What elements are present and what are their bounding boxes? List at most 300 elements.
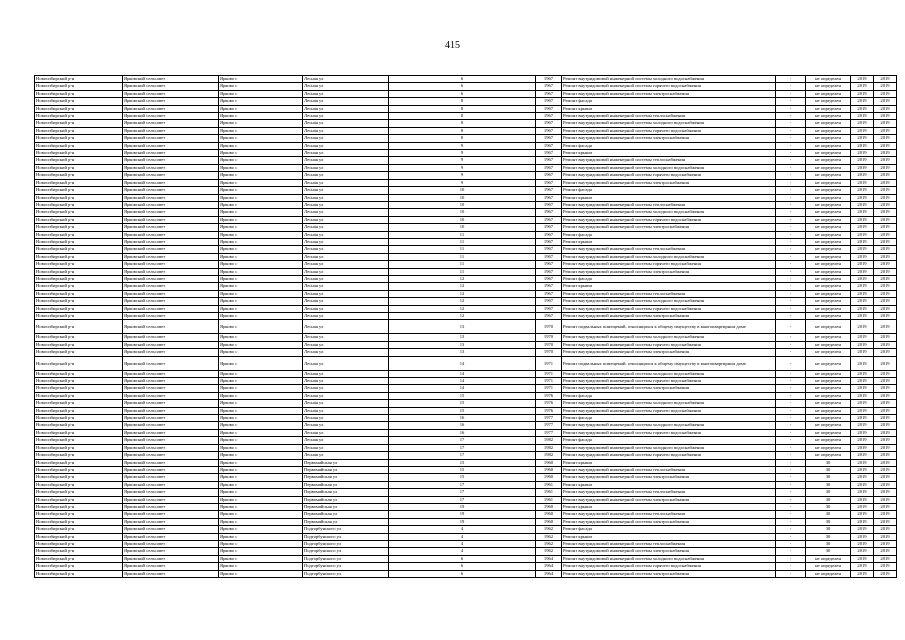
- street-cell: Лесная ул: [303, 105, 389, 112]
- street-cell: Лесная ул: [303, 400, 389, 407]
- plan-year-end-cell: 2019: [874, 555, 897, 562]
- table-row: [35, 313, 897, 320]
- house-number-cell: 14: [389, 356, 536, 370]
- plan-year-end-cell: 2019: [874, 305, 897, 312]
- table-row: [35, 142, 897, 149]
- street-cell: Лесная ул: [303, 452, 389, 459]
- settlement-cell: Ярковский сельсовет: [123, 540, 219, 547]
- street-cell: Лесная ул: [303, 385, 389, 392]
- district-cell: Новосибирский р-н: [35, 496, 123, 503]
- plan-year-end-cell: 2019: [874, 548, 897, 555]
- term-cell: не определен: [806, 98, 851, 105]
- cost-cell: -: [776, 415, 806, 422]
- street-cell: Лесная ул: [303, 201, 389, 208]
- house-number-cell: 13: [389, 334, 536, 341]
- district-cell: Новосибирский р-н: [35, 201, 123, 208]
- cost-cell: -: [776, 548, 806, 555]
- plan-year-end-cell: 2019: [874, 290, 897, 297]
- street-cell: Подгорбунского ул: [303, 563, 389, 570]
- street-cell: Лесная ул: [303, 150, 389, 157]
- house-number-cell: 11: [389, 238, 536, 245]
- plan-year-end-cell: 2019: [874, 179, 897, 186]
- work-type-cell: Ремонт внутридомовой инженерной системы теплоснабжения: [562, 246, 776, 253]
- work-type-cell: Ремонт фасада: [562, 187, 776, 194]
- locality-cell: Ярково с: [219, 511, 303, 518]
- street-cell: Лесная ул: [303, 334, 389, 341]
- term-cell: не определен: [806, 135, 851, 142]
- settlement-cell: Ярковский сельсовет: [123, 400, 219, 407]
- work-type-cell: Ремонт внутридомовой инженерной системы холодного водоснабжения: [562, 164, 776, 171]
- year-built-cell: 1970: [536, 341, 562, 348]
- cost-cell: -: [776, 194, 806, 201]
- settlement-cell: Ярковский сельсовет: [123, 392, 219, 399]
- plan-year-start-cell: 2019: [851, 150, 874, 157]
- district-cell: Новосибирский р-н: [35, 429, 123, 436]
- house-number-cell: 8: [389, 98, 536, 105]
- street-cell: Лесная ул: [303, 261, 389, 268]
- work-type-cell: Ремонт внутридомовой инженерной системы электроснабжения: [562, 496, 776, 503]
- settlement-cell: Ярковский сельсовет: [123, 150, 219, 157]
- street-cell: Подгорбунского ул: [303, 548, 389, 555]
- cost-cell: -: [776, 407, 806, 414]
- term-cell: не определен: [806, 157, 851, 164]
- house-number-cell: 8: [389, 135, 536, 142]
- work-type-cell: Ремонт внутридомовой инженерной системы холодного водоснабжения: [562, 76, 776, 83]
- house-number-cell: 17: [389, 489, 536, 496]
- district-cell: Новосибирский р-н: [35, 349, 123, 356]
- house-number-cell: 9: [389, 150, 536, 157]
- street-cell: Первомайская ул: [303, 474, 389, 481]
- table-row: [35, 474, 897, 481]
- street-cell: Первомайская ул: [303, 496, 389, 503]
- locality-cell: Ярково с: [219, 378, 303, 385]
- table-row: [35, 511, 897, 518]
- cost-cell: -: [776, 422, 806, 429]
- plan-year-start-cell: 2019: [851, 120, 874, 127]
- year-built-cell: 1967: [536, 238, 562, 245]
- term-cell: не определен: [806, 570, 851, 577]
- term-cell: 30: [806, 466, 851, 473]
- page-number: 415: [445, 40, 460, 51]
- house-number-cell: 12: [389, 298, 536, 305]
- year-built-cell: 1960: [536, 459, 562, 466]
- plan-year-end-cell: 2019: [874, 105, 897, 112]
- street-cell: Первомайская ул: [303, 481, 389, 488]
- term-cell: не определен: [806, 378, 851, 385]
- locality-cell: Ярково с: [219, 268, 303, 275]
- table-row: [35, 526, 897, 533]
- locality-cell: Ярково с: [219, 437, 303, 444]
- street-cell: Подгорбунского ул: [303, 533, 389, 540]
- district-cell: Новосибирский р-н: [35, 290, 123, 297]
- settlement-cell: Ярковский сельсовет: [123, 407, 219, 414]
- term-cell: не определен: [806, 298, 851, 305]
- district-cell: Новосибирский р-н: [35, 400, 123, 407]
- plan-year-end-cell: 2019: [874, 194, 897, 201]
- settlement-cell: Ярковский сельсовет: [123, 216, 219, 223]
- settlement-cell: Ярковский сельсовет: [123, 313, 219, 320]
- cost-cell: -: [776, 83, 806, 90]
- table-row: [35, 268, 897, 275]
- street-cell: Лесная ул: [303, 415, 389, 422]
- street-cell: Лесная ул: [303, 407, 389, 414]
- term-cell: не определен: [806, 452, 851, 459]
- district-cell: Новосибирский р-н: [35, 466, 123, 473]
- term-cell: 30: [806, 540, 851, 547]
- plan-year-start-cell: 2019: [851, 422, 874, 429]
- locality-cell: Ярково с: [219, 224, 303, 231]
- cost-cell: -: [776, 76, 806, 83]
- table-row: [35, 533, 897, 540]
- work-type-cell: Ремонт внутридомовой инженерной системы теплоснабжения: [562, 201, 776, 208]
- plan-year-end-cell: 2019: [874, 459, 897, 466]
- plan-year-end-cell: 2019: [874, 466, 897, 473]
- plan-year-start-cell: 2019: [851, 83, 874, 90]
- house-number-cell: 17: [389, 444, 536, 451]
- settlement-cell: Ярковский сельсовет: [123, 437, 219, 444]
- year-built-cell: 1967: [536, 90, 562, 97]
- locality-cell: Ярково с: [219, 157, 303, 164]
- cost-cell: -: [776, 385, 806, 392]
- table-row: [35, 429, 897, 436]
- street-cell: Лесная ул: [303, 422, 389, 429]
- work-type-cell: Ремонт внутридомовой инженерной системы горячего водоснабжения: [562, 452, 776, 459]
- year-built-cell: 1967: [536, 313, 562, 320]
- cost-cell: -: [776, 474, 806, 481]
- settlement-cell: Ярковский сельсовет: [123, 224, 219, 231]
- table-row: [35, 76, 897, 83]
- work-type-cell: Ремонт фасада: [562, 142, 776, 149]
- cost-cell: -: [776, 253, 806, 260]
- work-type-cell: Ремонт внутридомовой инженерной системы горячего водоснабжения: [562, 429, 776, 436]
- plan-year-start-cell: 2019: [851, 157, 874, 164]
- cost-cell: -: [776, 540, 806, 547]
- work-type-cell: Ремонт крыши: [562, 150, 776, 157]
- plan-year-end-cell: 2019: [874, 127, 897, 134]
- term-cell: 30: [806, 518, 851, 525]
- year-built-cell: 1960: [536, 511, 562, 518]
- term-cell: не определен: [806, 370, 851, 377]
- plan-year-start-cell: 2019: [851, 503, 874, 510]
- settlement-cell: Ярковский сельсовет: [123, 120, 219, 127]
- plan-year-start-cell: 2019: [851, 496, 874, 503]
- plan-year-end-cell: 2019: [874, 268, 897, 275]
- street-cell: Лесная ул: [303, 238, 389, 245]
- work-type-cell: Ремонт фасада: [562, 437, 776, 444]
- street-cell: Лесная ул: [303, 283, 389, 290]
- street-cell: Лесная ул: [303, 76, 389, 83]
- year-built-cell: 1962: [536, 533, 562, 540]
- locality-cell: Ярково с: [219, 305, 303, 312]
- settlement-cell: Ярковский сельсовет: [123, 76, 219, 83]
- district-cell: Новосибирский р-н: [35, 231, 123, 238]
- district-cell: Новосибирский р-н: [35, 275, 123, 282]
- work-type-cell: Ремонт крыши: [562, 105, 776, 112]
- plan-year-end-cell: 2019: [874, 98, 897, 105]
- table-row: [35, 187, 897, 194]
- work-type-cell: Ремонт внутридомовой инженерной системы горячего водоснабжения: [562, 216, 776, 223]
- plan-year-start-cell: 2019: [851, 518, 874, 525]
- year-built-cell: 1967: [536, 268, 562, 275]
- year-built-cell: 1961: [536, 489, 562, 496]
- house-number-cell: 19: [389, 511, 536, 518]
- street-cell: Лесная ул: [303, 378, 389, 385]
- term-cell: не определен: [806, 216, 851, 223]
- table-row: [35, 481, 897, 488]
- street-cell: Первомайская ул: [303, 459, 389, 466]
- table-row: [35, 127, 897, 134]
- house-number-cell: 6: [389, 83, 536, 90]
- locality-cell: Ярково с: [219, 201, 303, 208]
- work-type-cell: Ремонт внутридомовой инженерной системы холодного водоснабжения: [562, 298, 776, 305]
- table-row: [35, 496, 897, 503]
- district-cell: Новосибирский р-н: [35, 83, 123, 90]
- locality-cell: Ярково с: [219, 444, 303, 451]
- table-row: [35, 407, 897, 414]
- locality-cell: Ярково с: [219, 392, 303, 399]
- year-built-cell: 1971: [536, 378, 562, 385]
- table-row: [35, 150, 897, 157]
- plan-year-end-cell: 2019: [874, 201, 897, 208]
- cost-cell: -: [776, 356, 806, 370]
- plan-year-start-cell: 2019: [851, 555, 874, 562]
- settlement-cell: Ярковский сельсовет: [123, 142, 219, 149]
- year-built-cell: 1967: [536, 290, 562, 297]
- house-number-cell: 19: [389, 518, 536, 525]
- locality-cell: Ярково с: [219, 540, 303, 547]
- work-type-cell: Ремонт фасада: [562, 98, 776, 105]
- district-cell: Новосибирский р-н: [35, 261, 123, 268]
- plan-year-start-cell: 2019: [851, 135, 874, 142]
- plan-year-end-cell: 2019: [874, 83, 897, 90]
- locality-cell: Ярково с: [219, 489, 303, 496]
- district-cell: Новосибирский р-н: [35, 150, 123, 157]
- district-cell: Новосибирский р-н: [35, 98, 123, 105]
- term-cell: не определен: [806, 392, 851, 399]
- district-cell: Новосибирский р-н: [35, 187, 123, 194]
- table-row: [35, 261, 897, 268]
- table-row: [35, 90, 897, 97]
- district-cell: Новосибирский р-н: [35, 540, 123, 547]
- term-cell: не определен: [806, 142, 851, 149]
- term-cell: не определен: [806, 407, 851, 414]
- locality-cell: Ярково с: [219, 246, 303, 253]
- cost-cell: -: [776, 261, 806, 268]
- locality-cell: Ярково с: [219, 533, 303, 540]
- street-cell: Лесная ул: [303, 356, 389, 370]
- house-number-cell: 4: [389, 533, 536, 540]
- district-cell: Новосибирский р-н: [35, 444, 123, 451]
- settlement-cell: Ярковский сельсовет: [123, 444, 219, 451]
- table-row: [35, 224, 897, 231]
- plan-year-start-cell: 2019: [851, 298, 874, 305]
- year-built-cell: 1962: [536, 526, 562, 533]
- plan-year-end-cell: 2019: [874, 415, 897, 422]
- house-number-cell: 17: [389, 496, 536, 503]
- term-cell: 30: [806, 489, 851, 496]
- plan-year-end-cell: 2019: [874, 503, 897, 510]
- plan-year-end-cell: 2019: [874, 378, 897, 385]
- settlement-cell: Ярковский сельсовет: [123, 503, 219, 510]
- house-number-cell: 10: [389, 224, 536, 231]
- year-built-cell: 1967: [536, 194, 562, 201]
- work-type-cell: Ремонт внутридомовой инженерной системы холодного водоснабжения: [562, 370, 776, 377]
- street-cell: Лесная ул: [303, 120, 389, 127]
- house-number-cell: 15: [389, 400, 536, 407]
- year-built-cell: 1967: [536, 298, 562, 305]
- house-number-cell: 12: [389, 290, 536, 297]
- street-cell: Лесная ул: [303, 224, 389, 231]
- plan-year-start-cell: 2019: [851, 142, 874, 149]
- street-cell: Лесная ул: [303, 127, 389, 134]
- house-number-cell: 15: [389, 474, 536, 481]
- plan-year-start-cell: 2019: [851, 392, 874, 399]
- work-type-cell: Ремонт фасада: [562, 415, 776, 422]
- work-type-cell: Ремонт внутридомовой инженерной системы электроснабжения: [562, 179, 776, 186]
- cost-cell: -: [776, 370, 806, 377]
- locality-cell: Ярково с: [219, 466, 303, 473]
- cost-cell: -: [776, 392, 806, 399]
- work-type-cell: Ремонт внутридомовой инженерной системы горячего водоснабжения: [562, 407, 776, 414]
- plan-year-start-cell: 2019: [851, 231, 874, 238]
- table-row: [35, 253, 897, 260]
- plan-year-end-cell: 2019: [874, 187, 897, 194]
- term-cell: не определен: [806, 105, 851, 112]
- term-cell: не определен: [806, 246, 851, 253]
- term-cell: не определен: [806, 179, 851, 186]
- table-row: [35, 392, 897, 399]
- house-number-cell: 9: [389, 142, 536, 149]
- house-number-cell: 16: [389, 422, 536, 429]
- plan-year-start-cell: 2019: [851, 356, 874, 370]
- term-cell: 30: [806, 496, 851, 503]
- table-row: [35, 113, 897, 120]
- work-type-cell: Ремонт внутридомовой инженерной системы холодного водоснабжения: [562, 334, 776, 341]
- cost-cell: -: [776, 313, 806, 320]
- plan-year-start-cell: 2019: [851, 415, 874, 422]
- year-built-cell: 1977: [536, 422, 562, 429]
- plan-year-end-cell: 2019: [874, 570, 897, 577]
- plan-year-start-cell: 2019: [851, 179, 874, 186]
- cost-cell: -: [776, 496, 806, 503]
- term-cell: не определен: [806, 290, 851, 297]
- table-row: [35, 518, 897, 525]
- table-row: [35, 290, 897, 297]
- locality-cell: Ярково с: [219, 194, 303, 201]
- plan-year-start-cell: 2019: [851, 429, 874, 436]
- work-type-cell: Ремонт внутридомовой инженерной системы теплоснабжения: [562, 157, 776, 164]
- table-row: [35, 172, 897, 179]
- district-cell: Новосибирский р-н: [35, 563, 123, 570]
- cost-cell: -: [776, 378, 806, 385]
- term-cell: не определен: [806, 349, 851, 356]
- district-cell: Новосибирский р-н: [35, 570, 123, 577]
- locality-cell: Ярково с: [219, 113, 303, 120]
- plan-year-end-cell: 2019: [874, 349, 897, 356]
- district-cell: Новосибирский р-н: [35, 548, 123, 555]
- plan-year-end-cell: 2019: [874, 370, 897, 377]
- house-number-cell: 19: [389, 503, 536, 510]
- street-cell: Лесная ул: [303, 83, 389, 90]
- house-number-cell: 14: [389, 370, 536, 377]
- year-built-cell: 1977: [536, 429, 562, 436]
- plan-year-start-cell: 2019: [851, 224, 874, 231]
- street-cell: Лесная ул: [303, 90, 389, 97]
- table-row: [35, 570, 897, 577]
- street-cell: Лесная ул: [303, 231, 389, 238]
- cost-cell: -: [776, 172, 806, 179]
- work-type-cell: Ремонт крыши: [562, 533, 776, 540]
- work-type-cell: Ремонт внутридомовой инженерной системы электроснабжения: [562, 90, 776, 97]
- plan-year-start-cell: 2019: [851, 209, 874, 216]
- locality-cell: Ярково с: [219, 415, 303, 422]
- settlement-cell: Ярковский сельсовет: [123, 105, 219, 112]
- plan-year-start-cell: 2019: [851, 113, 874, 120]
- term-cell: не определен: [806, 120, 851, 127]
- plan-year-start-cell: 2019: [851, 98, 874, 105]
- street-cell: Лесная ул: [303, 98, 389, 105]
- term-cell: 30: [806, 511, 851, 518]
- year-built-cell: 1970: [536, 320, 562, 334]
- locality-cell: Ярково с: [219, 164, 303, 171]
- plan-year-start-cell: 2019: [851, 481, 874, 488]
- cost-cell: -: [776, 150, 806, 157]
- table-row: [35, 298, 897, 305]
- street-cell: Лесная ул: [303, 437, 389, 444]
- district-cell: Новосибирский р-н: [35, 489, 123, 496]
- district-cell: Новосибирский р-н: [35, 127, 123, 134]
- settlement-cell: Ярковский сельсовет: [123, 452, 219, 459]
- cost-cell: -: [776, 231, 806, 238]
- plan-year-start-cell: 2019: [851, 246, 874, 253]
- table-row: [35, 275, 897, 282]
- cost-cell: -: [776, 533, 806, 540]
- plan-year-end-cell: 2019: [874, 157, 897, 164]
- plan-year-start-cell: 2019: [851, 540, 874, 547]
- term-cell: не определен: [806, 113, 851, 120]
- term-cell: не определен: [806, 194, 851, 201]
- street-cell: Лесная ул: [303, 164, 389, 171]
- district-cell: Новосибирский р-н: [35, 503, 123, 510]
- settlement-cell: Ярковский сельсовет: [123, 341, 219, 348]
- district-cell: Новосибирский р-н: [35, 378, 123, 385]
- plan-year-start-cell: 2019: [851, 290, 874, 297]
- term-cell: не определен: [806, 437, 851, 444]
- street-cell: Лесная ул: [303, 253, 389, 260]
- plan-year-start-cell: 2019: [851, 400, 874, 407]
- locality-cell: Ярково с: [219, 429, 303, 436]
- district-cell: Новосибирский р-н: [35, 452, 123, 459]
- settlement-cell: Ярковский сельсовет: [123, 253, 219, 260]
- table-row: [35, 231, 897, 238]
- settlement-cell: Ярковский сельсовет: [123, 466, 219, 473]
- term-cell: не определен: [806, 422, 851, 429]
- plan-year-end-cell: 2019: [874, 563, 897, 570]
- term-cell: не определен: [806, 555, 851, 562]
- plan-year-start-cell: 2019: [851, 268, 874, 275]
- year-built-cell: 1976: [536, 392, 562, 399]
- plan-year-start-cell: 2019: [851, 320, 874, 334]
- district-cell: Новосибирский р-н: [35, 555, 123, 562]
- plan-year-start-cell: 2019: [851, 238, 874, 245]
- year-built-cell: 1967: [536, 150, 562, 157]
- work-type-cell: Ремонт крыши: [562, 459, 776, 466]
- year-built-cell: 1967: [536, 216, 562, 223]
- year-built-cell: 1982: [536, 452, 562, 459]
- plan-year-end-cell: 2019: [874, 313, 897, 320]
- settlement-cell: Ярковский сельсовет: [123, 98, 219, 105]
- term-cell: не определен: [806, 320, 851, 334]
